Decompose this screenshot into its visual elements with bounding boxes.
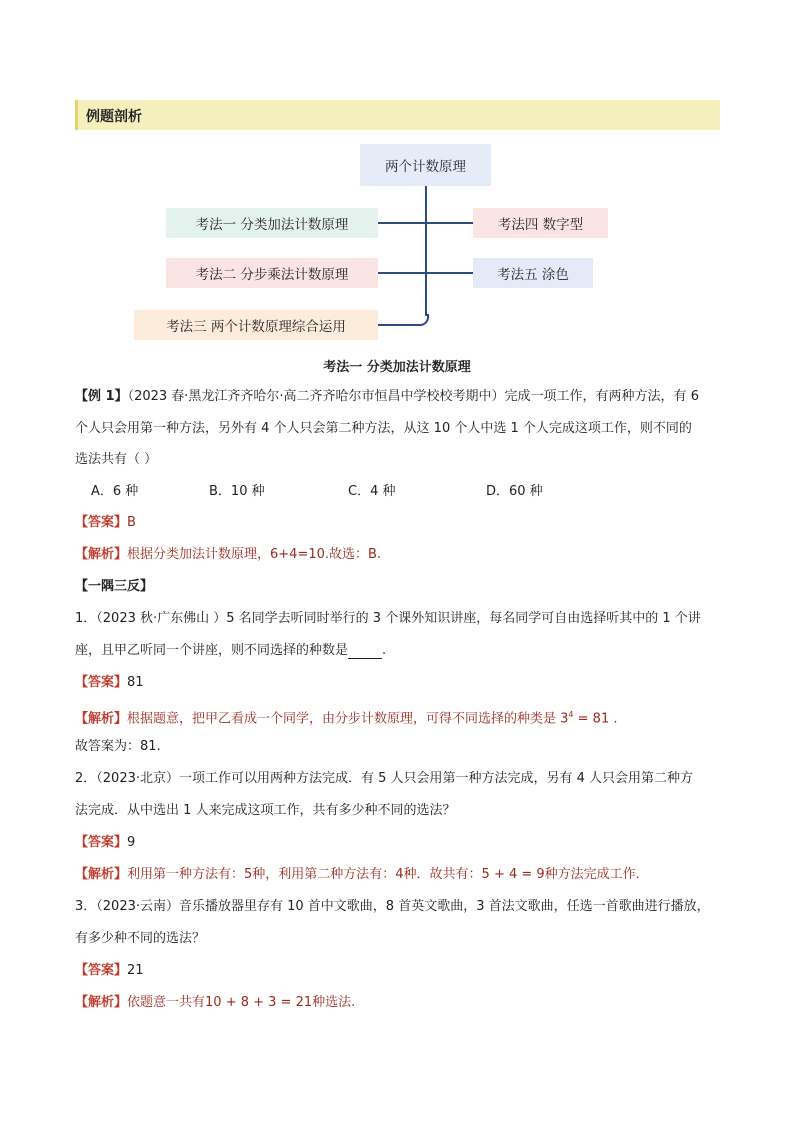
q2-analysis-label: 【解析】 xyxy=(75,867,128,882)
q2-line-2: 法完成．从中选出 1 人来完成这项工作，共有多少种不同的选法？ xyxy=(75,803,456,818)
q3-answer xyxy=(75,963,144,979)
example-line-2: 个人只会用第一种方法，另外有 4 个人只会第二种方法，从这 10 个人中选 1 个人完成这项工作，则不同的 xyxy=(75,421,692,436)
example-line-1 xyxy=(75,389,699,405)
section-subtitle: 考法一 分类加法计数原理 xyxy=(323,360,471,375)
q1-analysis-exponent: 4 xyxy=(568,710,574,719)
example-option-d: D．60 种 xyxy=(486,484,543,499)
diagram-method-5-label: 考法五 涂色 xyxy=(497,267,569,283)
q1-line-1: 1．（2023 秋·广东佛山 ）5 名同学去听同时举行的 3 个课外知识讲座，每名同学可自由选择听其中的 1 个讲 xyxy=(75,611,701,626)
diagram-method-4-label: 考法四 数字型 xyxy=(497,217,584,233)
example-option-c: C．4 种 xyxy=(348,484,396,499)
example-tag: 【例 1】 xyxy=(75,389,128,404)
q1-line-2-end: . xyxy=(382,643,387,658)
q2-analysis-text: 利用第一种方法有：5种，利用第二种方法有：4种．故共有：5 + 4 = 9种方法完成工作． xyxy=(127,867,649,882)
q1-analysis-text: 根据题意，把甲乙看成一个同学，由分步计数原理，可得不同选择的种类是 3 xyxy=(127,711,569,727)
q1-answer xyxy=(75,675,144,691)
example-option-b: B．10 种 xyxy=(209,484,265,499)
q1-analysis xyxy=(75,707,617,727)
connector-trunk xyxy=(425,186,427,316)
example-answer xyxy=(75,515,136,531)
connector-m3 xyxy=(378,324,418,326)
example-option-a: A．6 种 xyxy=(91,484,139,499)
q1-line-2-text: 座，且甲乙听同一个讲座，则不同选择的种数是 xyxy=(75,643,349,658)
q3-analysis-label: 【解析】 xyxy=(75,995,128,1010)
q3-analysis xyxy=(75,995,355,1011)
diagram-method-4 xyxy=(473,208,608,238)
diagram-method-5 xyxy=(473,258,593,288)
q2-line-1: 2．（2023·北京）一项工作可以用两种方法完成．有 5 人只会用第一种方法完成，另有 4 人只会用第二种方 xyxy=(75,771,694,786)
q2-answer-value: 9 xyxy=(127,835,136,850)
answer-value: B xyxy=(127,515,136,530)
connector-m5 xyxy=(426,272,473,274)
q1-answer-blank xyxy=(348,646,382,659)
q1-analysis-label: 【解析】 xyxy=(75,711,128,727)
q1-answer-value: 81 xyxy=(127,675,144,690)
q2-answer xyxy=(75,835,135,851)
example-line-1-text: （2023 春·黑龙江齐齐哈尔·高二齐齐哈尔市恒昌中学校校考期中）完成一项工作，有两种方法，有 6 xyxy=(127,389,699,404)
diagram-method-1 xyxy=(166,208,378,238)
q1-line-2 xyxy=(75,643,386,659)
diagram-method-1-label: 考法一 分类加法计数原理 xyxy=(195,217,349,233)
q2-answer-label: 【答案】 xyxy=(75,835,128,850)
connector-m1 xyxy=(378,222,426,224)
q3-answer-label: 【答案】 xyxy=(75,963,128,978)
connector-m2 xyxy=(378,272,426,274)
section-banner xyxy=(75,100,720,130)
diagram-root-label: 两个计数原理 xyxy=(385,159,466,175)
analysis-text: 根据分类加法计数原理，6+4=10.故选：B. xyxy=(127,547,382,562)
connector-m3-curve xyxy=(417,314,429,326)
diagram-method-3-label: 考法三 两个计数原理综合运用 xyxy=(166,319,346,335)
q1-analysis-result: = 81 . xyxy=(573,711,618,727)
diagram-method-2-label: 考法二 分步乘法计数原理 xyxy=(195,267,349,283)
q2-analysis xyxy=(75,867,649,883)
q3-analysis-text: 依题意一共有10 + 8 + 3 = 21种选法. xyxy=(127,995,356,1010)
analysis-label: 【解析】 xyxy=(75,547,128,562)
q3-answer-value: 21 xyxy=(127,963,144,978)
q1-answer-label: 【答案】 xyxy=(75,675,128,690)
practice-header: 【一隅三反】 xyxy=(75,579,154,594)
q1-conclusion: 故答案为：81. xyxy=(75,739,161,754)
section-banner-title: 例题剖析 xyxy=(86,109,142,125)
diagram-root xyxy=(360,144,491,186)
diagram-method-2 xyxy=(166,258,378,288)
example-analysis xyxy=(75,547,381,563)
diagram-method-3 xyxy=(134,310,378,340)
q3-line-2: 有多少种不同的选法？ xyxy=(75,931,206,946)
answer-label: 【答案】 xyxy=(75,515,128,530)
example-line-3: 选法共有（ ） xyxy=(75,452,158,467)
q3-line-1: 3．（2023·云南）音乐播放器里存有 10 首中文歌曲，8 首英文歌曲，3 首法文歌曲，任选一首歌曲进行播放， xyxy=(75,899,710,914)
connector-m4 xyxy=(426,222,473,224)
